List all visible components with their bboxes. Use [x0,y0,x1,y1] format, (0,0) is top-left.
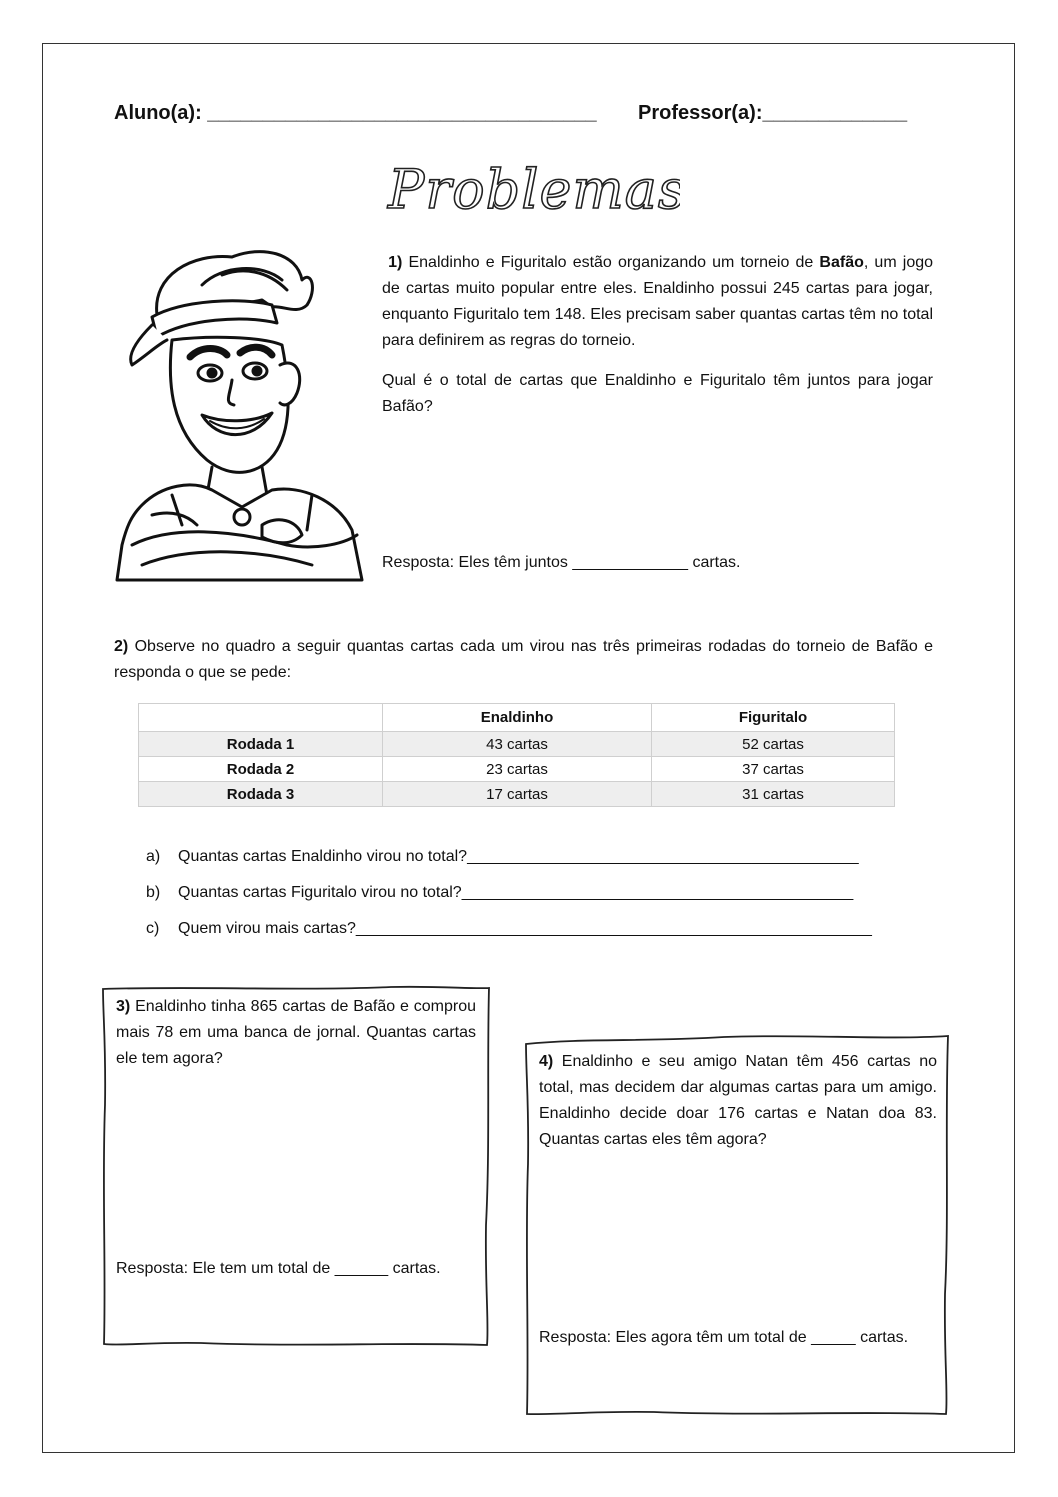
question-1-question: Qual é o total de cartas que Enaldinho e Figuritalo têm juntos para jogar Bafão? [382,372,933,415]
table-header-row [139,704,895,732]
table-cell: Rodada 1 [139,732,383,757]
question-4-text: 4) Enaldinho e seu amigo Natan têm 456 cartas no total, mas decidem dar algumas cartas para um amigo. Enaldinho decide doar 176 cartas e Natan doa 83. Quantas cartas eles têm agora? [539,1053,937,1148]
question-1 [382,250,933,434]
table-cell: 17 cartas [383,782,652,807]
table-cell: 31 cartas [652,782,895,807]
rounds-table [138,703,895,807]
table-header-cell: Figuritalo [652,704,895,732]
item-letter: a) [146,848,161,865]
item-text: Quantas cartas Figuritalo virou no total?____________________________________________ [178,884,854,901]
question-3-number: 3) [116,998,131,1015]
table-header-cell: Enaldinho [383,704,652,732]
table-header-cell [139,704,383,732]
question-1-bold-word: Bafão [819,254,864,271]
item-letter: b) [146,884,161,901]
table-cell: Rodada 3 [139,782,383,807]
header [114,102,914,125]
teacher-name-field[interactable]: Professor(a):_____________ [638,102,908,124]
item-letter: c) [146,920,160,937]
item-text: Quem virou mais cartas?__________________________________________________________ [178,920,872,937]
table-row [139,757,895,782]
question-2b[interactable] [146,884,926,902]
table-row [139,782,895,807]
table-cell: 37 cartas [652,757,895,782]
question-2-number: 2) [114,638,129,655]
table-cell: 23 cartas [383,757,652,782]
question-2-text: 2) Observe no quadro a seguir quantas cartas cada um virou nas três primeiras rodadas do torneio de Bafão e responda o que se pede: [114,638,933,681]
page-title [380,140,680,240]
table-row [139,732,895,757]
item-text: Quantas cartas Enaldinho virou no total?____________________________________________ [178,848,859,865]
question-4-answer[interactable]: Resposta: Eles agora têm um total de _____ cartas. [539,1329,909,1346]
table-cell: Rodada 2 [139,757,383,782]
student-name-field[interactable]: Aluno(a): ___________________________________ [114,102,597,124]
question-3-text: 3) Enaldinho tinha 865 cartas de Bafão e comprou mais 78 em uma banca de jornal. Quantas cartas ele tem agora? [116,998,476,1067]
question-2c[interactable] [146,920,926,938]
question-1-answer[interactable]: Resposta: Eles têm juntos _____________ cartas. [382,554,741,571]
table-cell: 43 cartas [383,732,652,757]
title-text: Problemas [388,158,680,221]
question-1-number: 1) [388,254,403,271]
question-1-text: 1) Enaldinho e Figuritalo estão organizando um torneio de Bafão, um jogo de cartas muito popular entre eles. Enaldinho possui 245 cartas para jogar, enquanto Figuritalo tem 148. Eles precisam saber quantas cartas têm no total para definirem as regras do torneio. [382,254,934,349]
table-cell: 52 cartas [652,732,895,757]
question-2a[interactable] [146,848,926,866]
cartoon-boy-illustration [112,245,367,585]
question-3-answer[interactable]: Resposta: Ele tem um total de ______ cartas. [116,1260,441,1277]
question-4-number: 4) [539,1053,554,1070]
